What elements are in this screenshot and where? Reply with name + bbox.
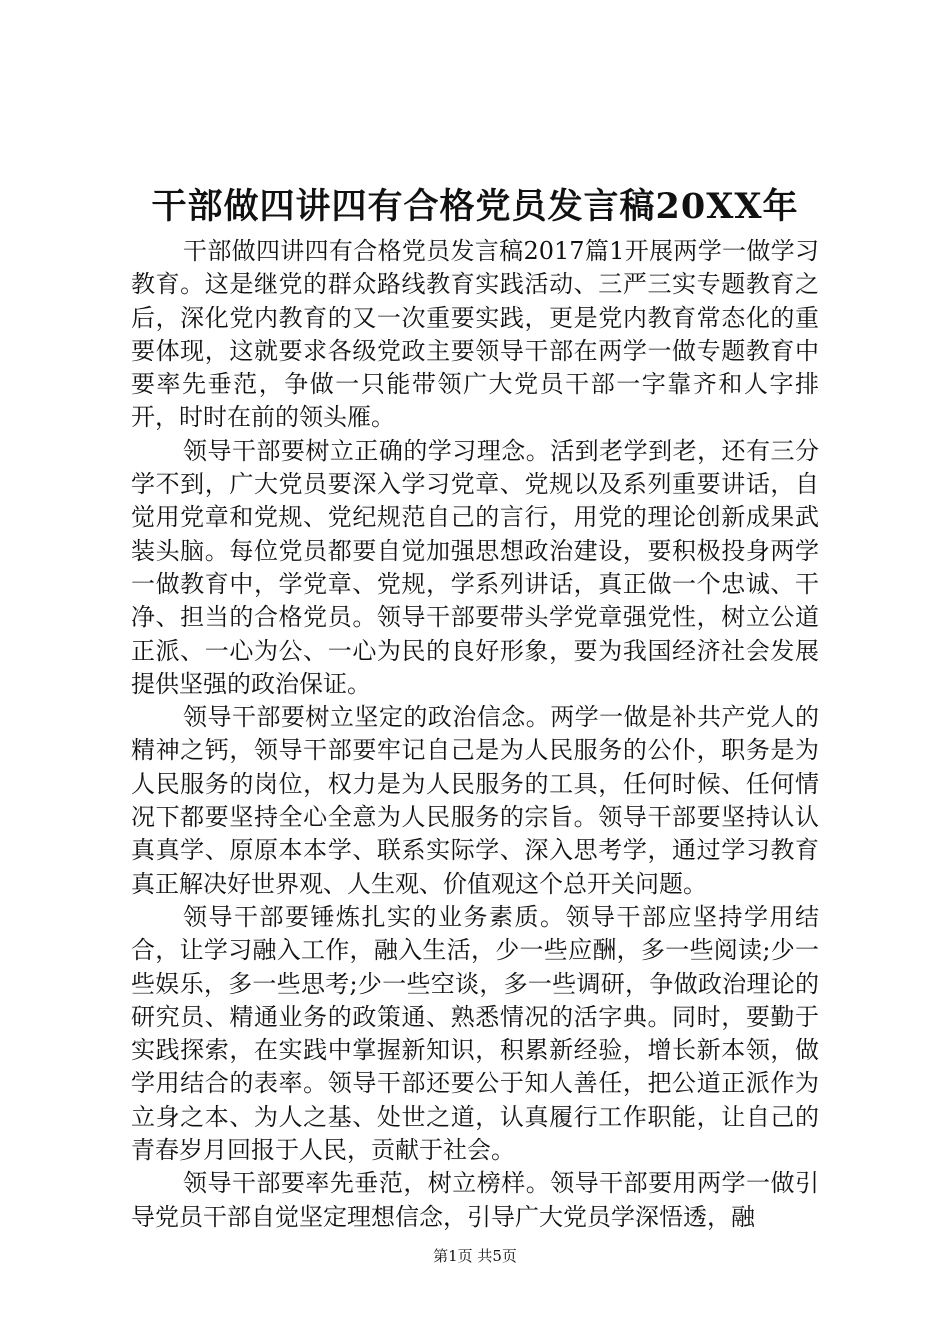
paragraph: 干部做四讲四有合格党员发言稿2017篇1开展两学一做学习教育。这是继党的群众路线教育实践活动、三严三实专题教育之后，深化党内教育的又一次重要实践，更是党内教育常态化的重要体现，这就要求各级党政主要领导干部在两学一做专题教育中要率先垂范，争做一只能带领广大党员干部一字靠齐和人字排开，时时在前的领头雁。 xyxy=(131,237,819,432)
page-footer: 第1页 共5页 xyxy=(433,1247,517,1265)
paragraph: 领导干部要锤炼扎实的业务素质。领导干部应坚持学用结合，让学习融入工作，融入生活，少一些应酬，多一些阅读;少一些娱乐，多一些思考;少一些空谈，多一些调研，争做政治理论的研究员、精通业务的政策通、熟悉情况的活字典。同时，要勤于实践探索，在实践中掌握新知识，积累新经验，增长新本领，做学用结合的表率。领导干部还要公于知人善任，把公道正派作为立身之本、为人之基、处世之道，认真履行工作职能，让自己的青春岁月回报于人民，贡献于社会。 xyxy=(131,902,819,1165)
paragraph: 领导干部要率先垂范，树立榜样。领导干部要用两学一做引导党员干部自觉坚定理想信念，引导广大党员学深悟透，融 xyxy=(131,1169,819,1231)
document-body xyxy=(131,235,819,1234)
document-title: 干部做四讲四有合格党员发言稿20XX年 xyxy=(151,186,799,227)
paragraph: 领导干部要树立正确的学习理念。活到老学到老，还有三分学不到，广大党员要深入学习党章、党规以及系列重要讲话，自觉用党章和党规、党纪规范自己的言行，用党的理论创新成果武装头脑。每位党员都要自觉加强思想政治建设，要积极投身两学一做教育中，学党章、党规，学系列讲话，真正做一个忠诚、干净、担当的合格党员。领导干部要带头学党章强党性，树立公道正派、一心为公、一心为民的良好形象，要为我国经济社会发展提供坚强的政治保证。 xyxy=(131,436,819,698)
paragraph: 领导干部要树立坚定的政治信念。两学一做是补共产党人的精神之钙，领导干部要牢记自己是为人民服务的公仆，职务是为人民服务的岗位，权力是为人民服务的工具，任何时候、任何情况下都要坚持全心全意为人民服务的宗旨。领导干部要坚持认认真真学、原原本本学、联系实际学、深入思考学，通过学习教育真正解决好世界观、人生观、价值观这个总开关问题。 xyxy=(131,703,819,898)
